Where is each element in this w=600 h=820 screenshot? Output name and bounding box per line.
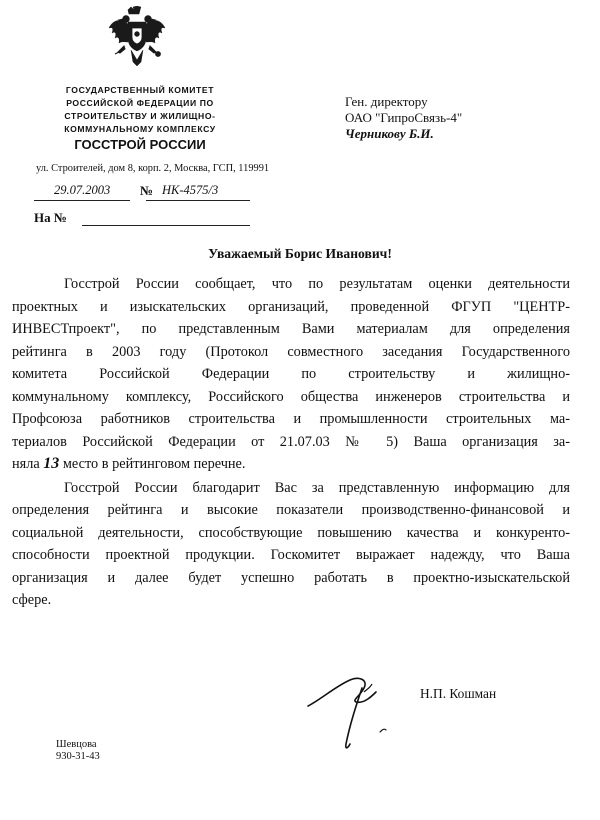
paragraph-1 [12,273,570,476]
org-name-line-2: РОССИЙСКОЙ ФЕДЕРАЦИИ ПО [66,98,214,108]
addressee-name: Черникову Б.И. [345,126,434,141]
body-line: проектных и изыскательских организаций, проведенной ФГУП "ЦЕНТР- [12,298,570,315]
rating-position: 13 [43,455,60,472]
addressee-position: Ген. директору [345,94,428,109]
letter-number: НК-4575/3 [162,183,219,197]
body-line: Профсоюза работников строительства и промышленности строительных ма- [12,411,570,427]
date-underline [34,200,130,201]
body-line: ИНВЕСТпроект", по представленным Вами материалам для определения [12,321,570,337]
org-name-line-4: КОММУНАЛЬНОМУ КОМПЛЕКСУ [64,124,216,134]
signature-icon [306,666,388,766]
letter-body [12,273,570,612]
reply-to-underline [82,225,250,226]
body-line: сфере. [12,592,52,608]
body-line: определения рейтинга и высокие показатели производственно-финансовой и [12,502,570,518]
body-text-fragment: няла [12,456,44,472]
body-line: социальной деятельности, способствующие повышению качества и конкуренто- [12,524,570,541]
signer-name: Н.П. Кошман [420,686,497,701]
paragraph-2 [12,477,570,612]
number-label: № [140,183,154,198]
body-line: комитета Российской Федерации по строительству и жилищно- [12,366,570,382]
body-text-fragment: место в рейтинговом перечне. [59,456,246,472]
org-name-line-3: СТРОИТЕЛЬСТВУ И ЖИЛИЩНО- [64,111,216,121]
addressee-company: ОАО "ГипроСвязь-4" [345,110,463,125]
body-line: териалов Российской Федерации от 21.07.03 № 5) Ваша организация за- [12,433,570,450]
body-line-last [12,453,570,476]
body-line: организация и далее будет успешно работать в проектно-изыскательской [12,569,570,586]
salutation: Уважаемый Борис Иванович! [208,246,392,261]
org-name-line-1: ГОСУДАРСТВЕННЫЙ КОМИТЕТ [65,85,215,95]
body-line: рейтинга в 2003 году (Протокол совместного заседания Государственного [12,343,570,360]
body-line: Госстрой России сообщает, что по результатам оценки деятельности [64,276,570,292]
body-line: способности проектной продукции. Госкомитет выражает надежду, что Ваша [12,547,570,563]
letter-date: 29.07.2003 [54,183,111,197]
org-address: ул. Строителей, дом 8, корп. 2, Москва, ГСП, 119991 [36,163,270,174]
org-short-name: ГОССТРОЙ РОССИИ [74,137,206,152]
reply-to-label: На № [34,210,67,225]
body-line: Госстрой России благодарит Вас за представленную информацию для [64,479,570,496]
body-line: коммунальному комплексу, Российского общества инженеров строительства и [12,388,570,405]
number-underline [146,200,250,201]
executor-name: Шевцова [56,739,97,750]
coat-of-arms-emblem-icon [106,6,168,72]
executor-phone: 930-31-43 [56,751,100,762]
